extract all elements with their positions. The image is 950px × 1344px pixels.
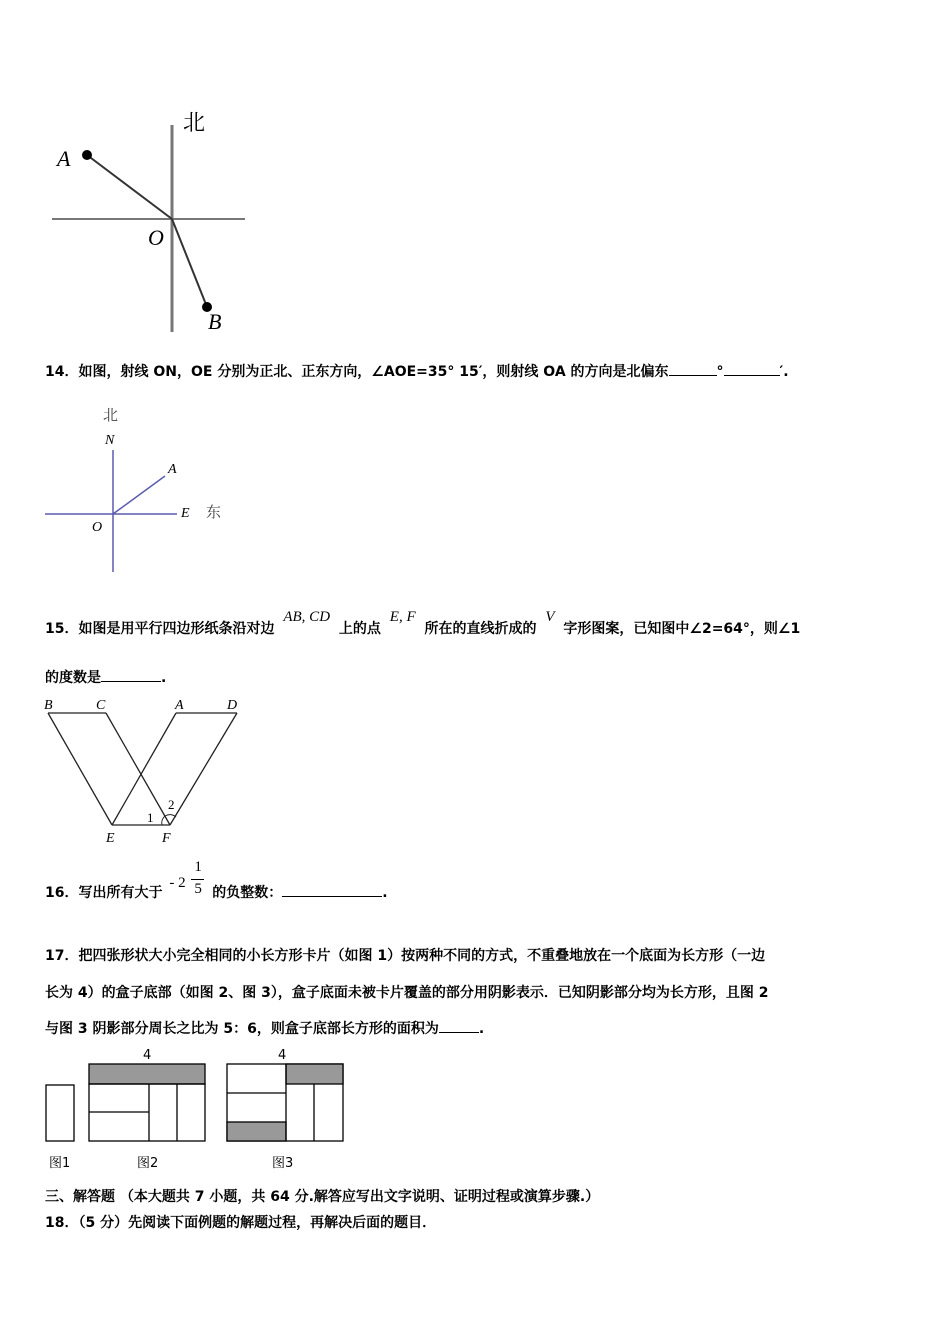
q14-text: 14．如图，射线 ON，OE 分别为正北、正东方向，∠AOE=35° 15′，则射线 OA 的方向是北偏东 bbox=[45, 364, 669, 380]
q17-line2: 长为 4）的盒子底部（如图 2、图 3），盒子底面未被卡片覆盖的部分用阴影表示．已知阴影部分均为长方形，且图 2 bbox=[45, 985, 769, 1001]
section-3-heading bbox=[45, 1186, 599, 1206]
q17-line3: 与图 3 阴影部分周长之比为 5：6，则盒子底部长方形的面积为 bbox=[45, 1021, 439, 1037]
q15-answer-blank[interactable] bbox=[101, 681, 161, 682]
question-18 bbox=[45, 1212, 436, 1232]
q14-degree-blank[interactable] bbox=[669, 375, 717, 376]
mixed-number-whole: - 2 bbox=[169, 875, 186, 891]
q16-end: . bbox=[382, 885, 388, 901]
label-d: D bbox=[227, 698, 238, 713]
ray-ob bbox=[172, 219, 207, 307]
fig1-card bbox=[46, 1085, 74, 1141]
question-17-line3 bbox=[45, 1018, 484, 1038]
question-17-line1 bbox=[45, 945, 765, 965]
ray-oa bbox=[113, 476, 165, 514]
q15-end: . bbox=[161, 670, 167, 686]
question-17-line2 bbox=[45, 982, 768, 1002]
label-angle-2: 2 bbox=[168, 797, 175, 812]
q15-e-f: E, F bbox=[389, 609, 416, 625]
q16-part1: 16．写出所有大于 bbox=[45, 885, 163, 901]
mixed-number-numerator: 1 bbox=[194, 859, 202, 875]
question-15-line2 bbox=[45, 667, 166, 687]
label-o: O bbox=[148, 225, 164, 250]
q15-part4: 字形图案，已知图中∠2=64°，则∠1 bbox=[563, 621, 801, 637]
label-east: 东 bbox=[206, 503, 222, 521]
q16-answer-blank[interactable] bbox=[282, 896, 382, 897]
figure-13-compass bbox=[40, 100, 260, 340]
label-f: F bbox=[162, 831, 171, 846]
question-16 bbox=[45, 859, 388, 902]
question-14 bbox=[45, 361, 789, 381]
figure-14-compass bbox=[40, 400, 240, 580]
label-n: N bbox=[105, 433, 115, 448]
q15-ab-cd: AB, CD bbox=[283, 609, 331, 625]
label-angle-1: 1 bbox=[147, 810, 154, 825]
segment-df bbox=[170, 713, 237, 825]
fig2-width-label: 4 bbox=[143, 1048, 152, 1063]
section-3-text: 三、解答题 （本大题共 7 小题，共 64 分.解答应写出文字说明、证明过程或演算步骤.） bbox=[45, 1189, 600, 1205]
segment-cf bbox=[106, 713, 170, 825]
fig2-shade-top bbox=[89, 1064, 205, 1084]
segment-be bbox=[48, 713, 112, 825]
label-o: O bbox=[92, 520, 103, 535]
fig3-caption: 图3 bbox=[272, 1156, 294, 1171]
mixed-number bbox=[167, 859, 207, 897]
fraction-bar bbox=[191, 879, 204, 880]
point-a bbox=[82, 150, 92, 160]
q14-minute-sign: ′. bbox=[779, 364, 789, 380]
q14-minute-blank[interactable] bbox=[724, 375, 780, 376]
q15-part3: 所在的直线折成的 bbox=[424, 621, 537, 637]
label-a: A bbox=[175, 698, 184, 713]
q15-v: V bbox=[545, 609, 555, 625]
label-b: B bbox=[44, 698, 53, 713]
label-c: C bbox=[96, 698, 106, 713]
q14-degree-sign: ° bbox=[716, 364, 724, 380]
q18-text: 18．（5 分）先阅读下面例题的解题过程，再解决后面的题目． bbox=[45, 1215, 437, 1231]
label-north: 北 bbox=[183, 111, 206, 136]
q15-part2: 上的点 bbox=[338, 621, 381, 637]
segment-ae bbox=[112, 713, 176, 825]
mixed-number-denominator: 5 bbox=[194, 881, 202, 897]
q15-part1: 15．如图是用平行四边形纸条沿对边 bbox=[45, 621, 275, 637]
figure-15-v-shape bbox=[40, 695, 260, 850]
fig1-caption: 图1 bbox=[49, 1156, 71, 1171]
question-15 bbox=[45, 609, 801, 638]
ray-oa bbox=[87, 155, 172, 219]
fig3-shade-bottom bbox=[227, 1122, 286, 1141]
q17-line1: 17．把四张形状大小完全相同的小长方形卡片（如图 1）按两种不同的方式，不重叠地放在一个底面为长方形（一边 bbox=[45, 948, 766, 964]
fig2-caption: 图2 bbox=[137, 1156, 159, 1171]
q17-end: . bbox=[478, 1021, 485, 1037]
figure-17-cards bbox=[40, 1043, 360, 1148]
label-a: A bbox=[57, 146, 71, 171]
fig3-shade-top bbox=[286, 1064, 343, 1084]
label-a: A bbox=[168, 462, 177, 477]
fig3-width-label: 4 bbox=[278, 1048, 287, 1063]
q15-line2: 的度数是 bbox=[45, 670, 101, 686]
label-e: E bbox=[181, 506, 190, 521]
label-e: E bbox=[106, 831, 115, 846]
label-b: B bbox=[208, 309, 222, 334]
q16-part2: 的负整数： bbox=[212, 885, 283, 901]
q17-answer-blank[interactable] bbox=[439, 1032, 479, 1033]
label-north: 北 bbox=[103, 406, 119, 424]
